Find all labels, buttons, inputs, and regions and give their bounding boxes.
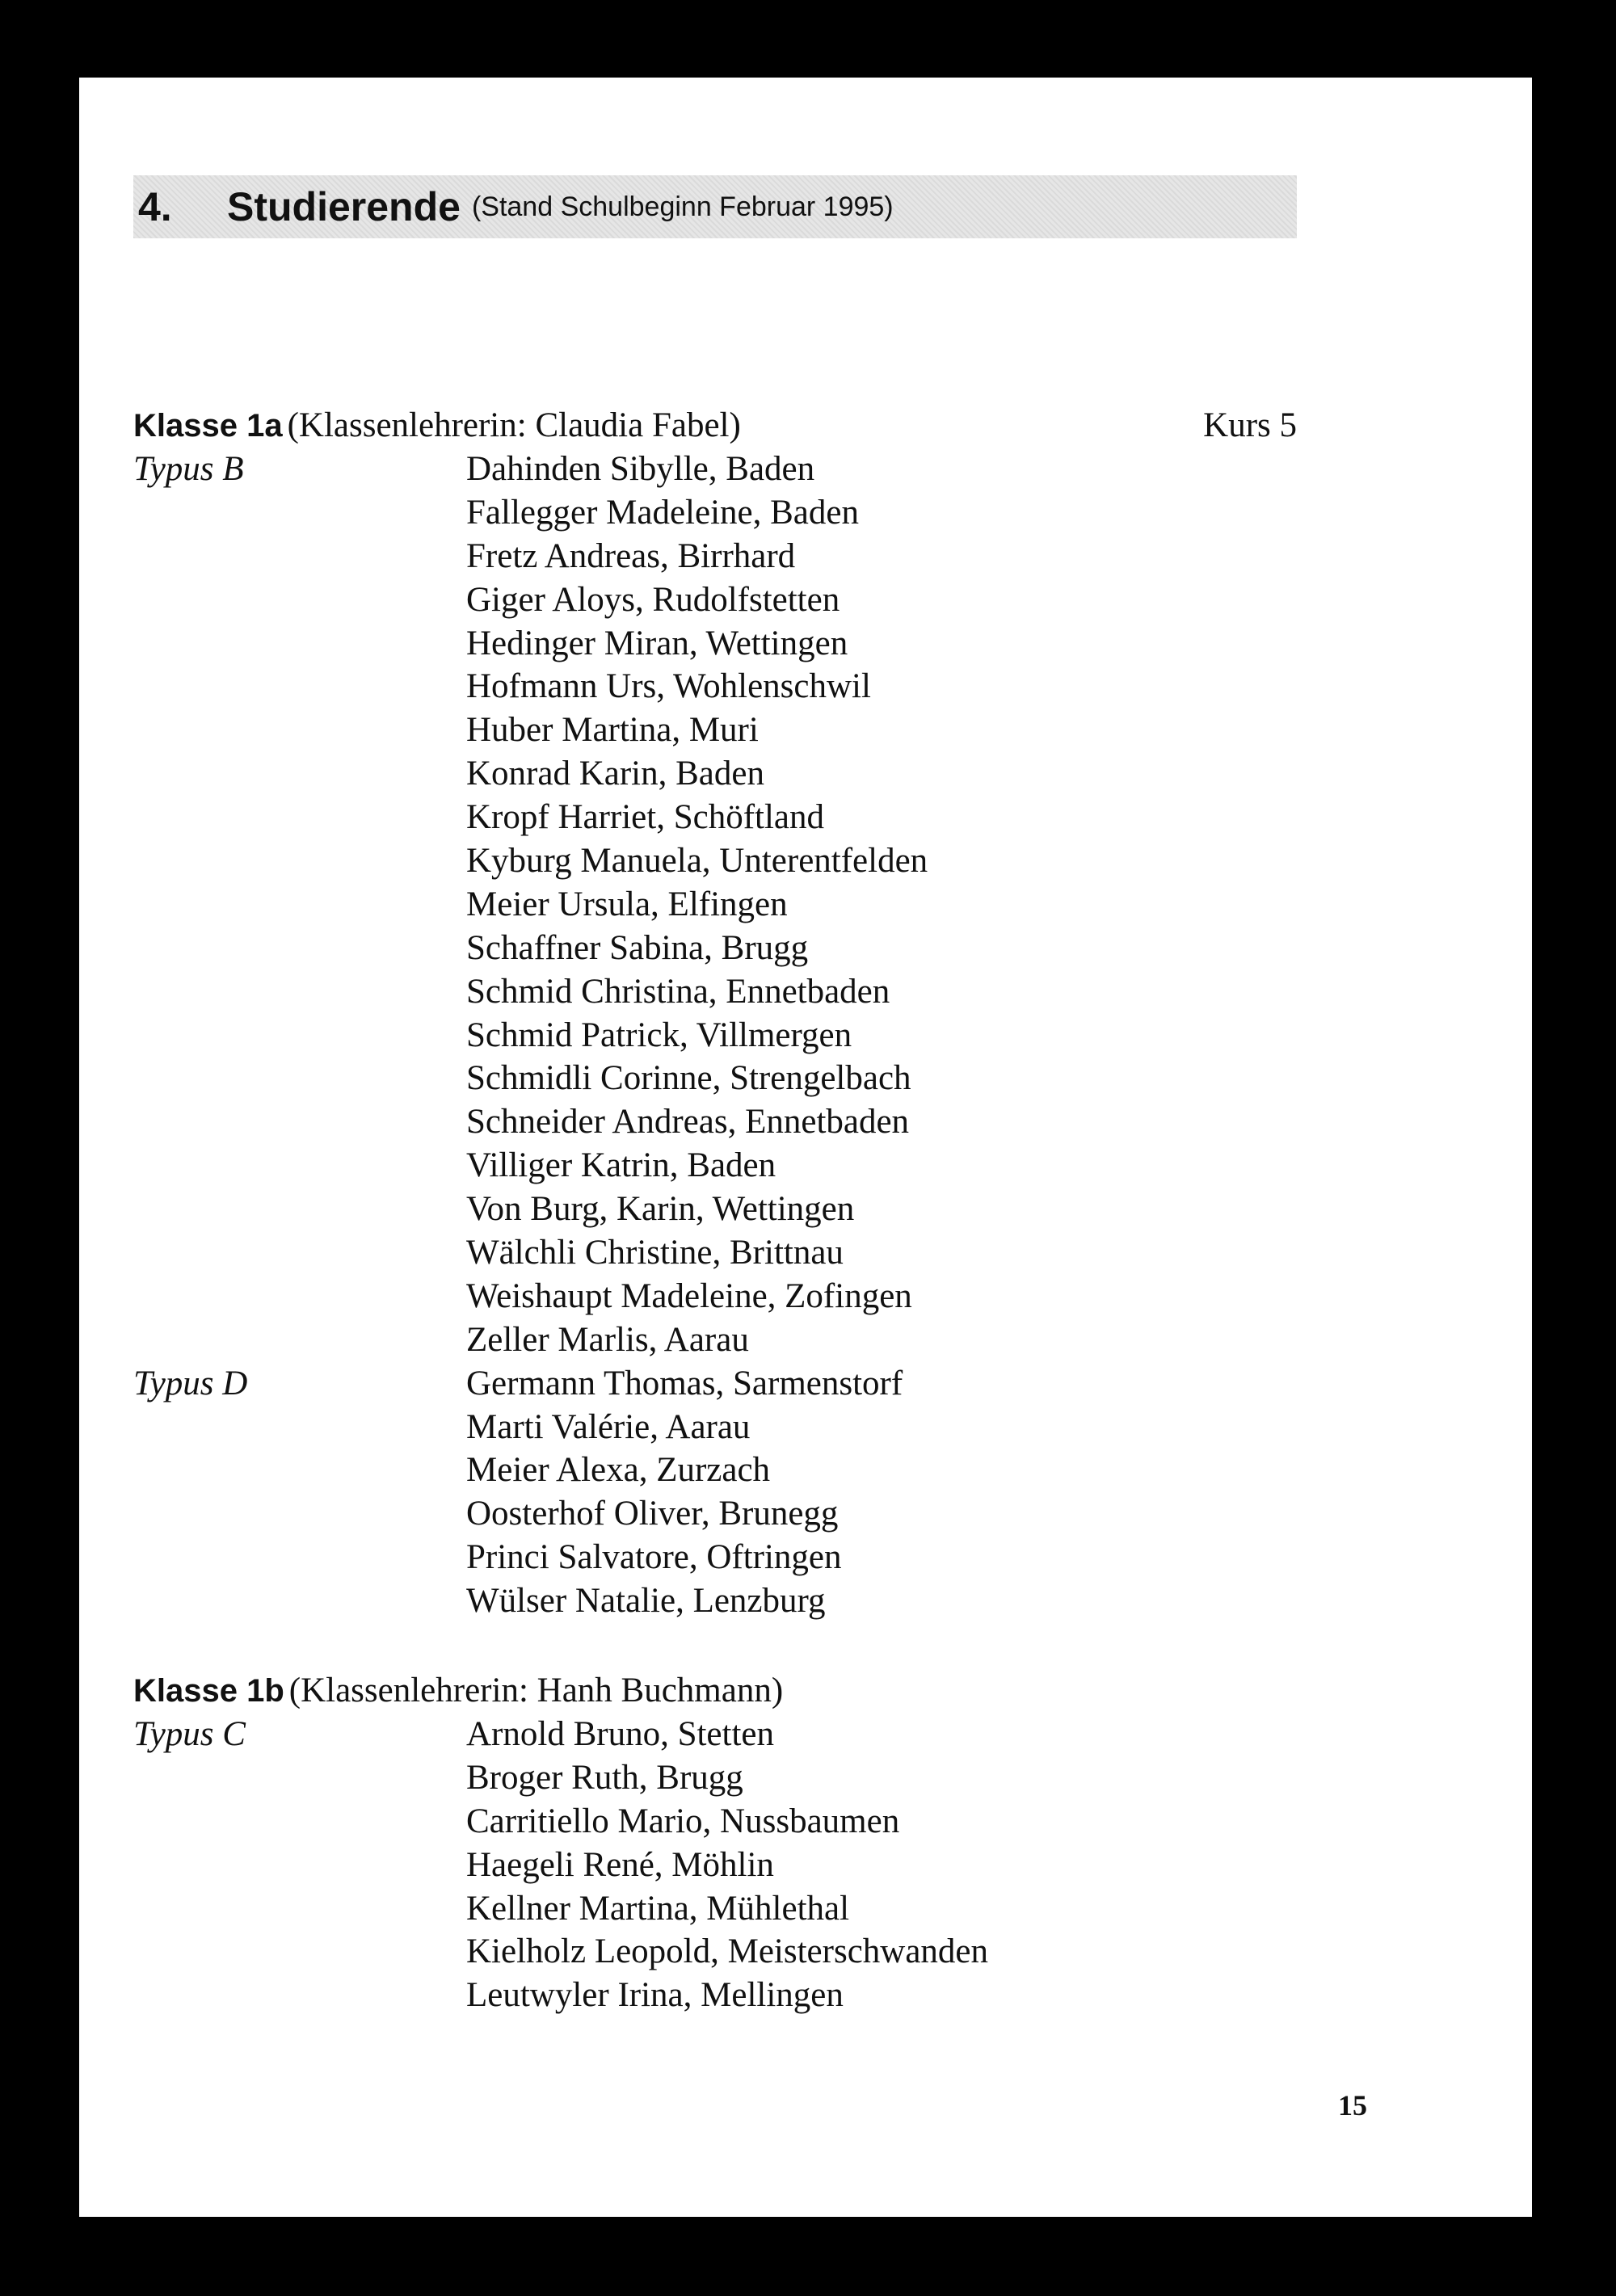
student-name: Weishaupt Madeleine, Zofingen xyxy=(466,1276,912,1315)
student-row xyxy=(133,752,1297,796)
student-name: Schmid Patrick, Villmergen xyxy=(466,1016,852,1054)
student-row xyxy=(133,1536,1297,1579)
class-teacher: (Klassenlehrerin: Hanh Buchmann) xyxy=(288,1672,784,1709)
student-name: Villiger Katrin, Baden xyxy=(466,1146,776,1185)
typus-label: Typus C xyxy=(133,1715,246,1753)
student-row xyxy=(133,1188,1297,1231)
student-row xyxy=(133,578,1297,622)
student-name: Giger Aloys, Rudolfstetten xyxy=(466,580,840,619)
section-subtitle: (Stand Schulbeginn Februar 1995) xyxy=(471,191,894,222)
student-name: Von Burg, Karin, Wettingen xyxy=(466,1190,855,1229)
student-name: Huber Martina, Muri xyxy=(466,711,759,750)
student-name: Broger Ruth, Brugg xyxy=(466,1758,743,1797)
student-name: Meier Ursula, Elfingen xyxy=(466,885,788,923)
student-name: Haegeli René, Möhlin xyxy=(466,1845,774,1884)
student-row xyxy=(133,839,1297,883)
page-number: 15 xyxy=(1338,2089,1367,2121)
student-name: Schaffner Sabina, Brugg xyxy=(466,928,809,967)
student-row xyxy=(133,927,1297,970)
student-name: Hofmann Urs, Wohlenschwil xyxy=(466,667,871,706)
student-name: Princi Salvatore, Oftringen xyxy=(466,1538,842,1577)
student-name: Konrad Karin, Baden xyxy=(466,755,764,793)
student-row xyxy=(133,1800,1297,1844)
student-row xyxy=(133,1406,1297,1449)
student-name: Schmid Christina, Ennetbaden xyxy=(466,972,890,1011)
student-name: Zeller Marlis, Aarau xyxy=(466,1320,749,1359)
class-label: Klasse 1a xyxy=(133,408,283,444)
student-name: Kellner Martina, Mühlethal xyxy=(466,1889,850,1928)
student-name: Wülser Natalie, Lenzburg xyxy=(466,1582,826,1621)
student-name: Meier Alexa, Zurzach xyxy=(466,1451,771,1490)
section-title: Studierende xyxy=(227,184,461,229)
student-name: Kyburg Manuela, Unterentfelden xyxy=(466,842,928,881)
student-row xyxy=(133,883,1297,927)
student-row xyxy=(133,1275,1297,1318)
student-row xyxy=(133,1579,1297,1623)
section-number: 4. xyxy=(138,184,172,229)
student-list xyxy=(133,1713,1297,2017)
student-row xyxy=(133,1057,1297,1100)
student-name: Fallegger Madeleine, Baden xyxy=(466,493,859,532)
student-name: Dahinden Sibylle, Baden xyxy=(466,450,815,488)
student-row xyxy=(133,970,1297,1014)
class-1a-block xyxy=(133,404,1297,1623)
student-name: Kielholz Leopold, Meisterschwanden xyxy=(466,1932,989,1971)
student-row xyxy=(133,1844,1297,1887)
class-header xyxy=(133,1669,1297,1713)
student-name: Oosterhof Oliver, Brunegg xyxy=(466,1495,839,1533)
student-row xyxy=(133,665,1297,709)
student-row xyxy=(133,709,1297,752)
student-list xyxy=(133,448,1297,1623)
student-row xyxy=(133,1144,1297,1188)
student-row xyxy=(133,1014,1297,1058)
student-row xyxy=(133,1887,1297,1931)
student-row xyxy=(133,1974,1297,2017)
typus-label: Typus B xyxy=(133,450,244,488)
student-row xyxy=(133,1713,1297,1756)
student-name: Arnold Bruno, Stetten xyxy=(466,1715,774,1753)
student-row xyxy=(133,1930,1297,1974)
student-name: Marti Valérie, Aarau xyxy=(466,1407,751,1446)
student-name: Hedinger Miran, Wettingen xyxy=(466,624,848,662)
class-header xyxy=(133,404,1297,448)
student-row xyxy=(133,622,1297,666)
kurs-label: Kurs 5 xyxy=(1203,406,1297,444)
student-row xyxy=(133,1231,1297,1275)
student-row xyxy=(133,448,1297,491)
student-row xyxy=(133,535,1297,578)
typus-label: Typus D xyxy=(133,1364,248,1402)
student-row xyxy=(133,1492,1297,1536)
class-1b-block xyxy=(133,1669,1297,2017)
student-name: Germann Thomas, Sarmenstorf xyxy=(466,1364,903,1402)
student-row xyxy=(133,1362,1297,1406)
student-name: Kropf Harriet, Schöftland xyxy=(466,798,824,837)
student-name: Fretz Andreas, Birrhard xyxy=(466,536,796,575)
class-label: Klasse 1b xyxy=(133,1673,284,1709)
student-row xyxy=(133,1756,1297,1800)
student-name: Schneider Andreas, Ennetbaden xyxy=(466,1103,910,1142)
student-name: Leutwyler Irina, Mellingen xyxy=(466,1976,844,2015)
student-row xyxy=(133,1449,1297,1492)
student-row xyxy=(133,491,1297,535)
student-name: Carritiello Mario, Nussbaumen xyxy=(466,1802,900,1840)
student-name: Schmidli Corinne, Strengelbach xyxy=(466,1059,911,1098)
student-name: Wälchli Christine, Brittnau xyxy=(466,1234,844,1272)
student-row xyxy=(133,1100,1297,1144)
class-teacher: (Klassenlehrerin: Claudia Fabel) xyxy=(287,406,741,444)
student-row xyxy=(133,796,1297,839)
section-heading xyxy=(133,175,1297,238)
student-row xyxy=(133,1318,1297,1362)
